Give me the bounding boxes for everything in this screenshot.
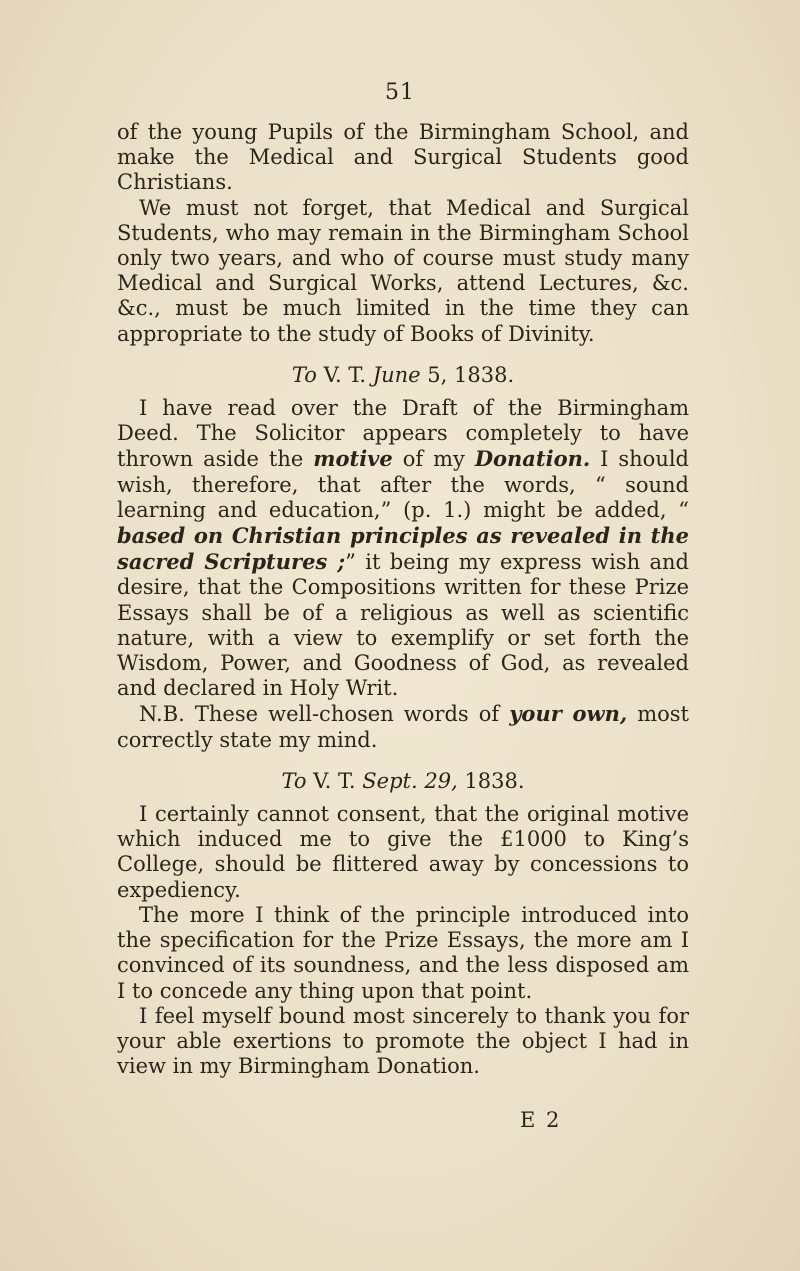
body-text (117, 120, 689, 1079)
paragraph-medical-students: We must not forget, that Medical and Surgical Students, who may remain in the Birmingham School only two years, and who of course must study many Medical and Surgical Works, attend Lectures, &c. &c., must be much limited in the time they can appropriate to the study of Books of Divinity. (117, 195, 689, 346)
paragraph-birmingham-deed (117, 396, 689, 701)
text-run: ” it being my express wish and desire, that the Compositions written for these Prize Essays shall be of a religious as well as scientific nature, with a view to exemplify or set forth the Wisdom, Power, and Goodness of God, as revealed and declared in Holy Writ. (117, 550, 689, 701)
letter-date-rest: 1838. (464, 768, 525, 793)
letter-to: To (281, 768, 307, 793)
letter-recipient: V. T. (313, 768, 356, 793)
paragraph-thanks: I feel myself bound most sincerely to thank you for your able exertions to promote the object I had in view in my Birmingham Donation. (117, 1003, 689, 1079)
text-run: I should wish, therefore, that after the words, “ sound learning and education,” (p. 1.) might be added, “ (117, 447, 690, 522)
page-number: 51 (385, 80, 415, 105)
letter-date-rest: 5, 1838. (427, 362, 515, 387)
text-run: N.B. These well-chosen words of (139, 702, 510, 727)
paragraph-nota-bene (117, 701, 689, 752)
letter-heading-june (117, 363, 689, 388)
emphasis-quote: based on Christian principles as revealed in the sacred Scriptures ; (117, 523, 689, 575)
paragraph-principle: The more I think of the principle introduced into the specification for the Prize Essays, the more am I convinced of its soundness, and the less disposed am I to concede any thing upon that point. (117, 902, 689, 1003)
emphasis-motive: motive (313, 446, 393, 472)
paragraph-continuation: of the young Pupils of the Birmingham School, and make the Medical and Surgical Students good Christians. (117, 120, 689, 195)
text-run: most correctly state my mind. (117, 702, 690, 752)
emphasis-your-own: your own, (509, 701, 628, 727)
signature-mark: E 2 (520, 1108, 562, 1132)
letter-heading-sept (117, 769, 689, 794)
letter-to: To (291, 362, 317, 387)
letter-date-month: Sept. 29, (362, 768, 458, 793)
letter-date-month: June (372, 362, 421, 387)
emphasis-donation: Donation. (474, 446, 591, 472)
text-run: I have read over the Draft of the Birmingham Deed. The Solicitor appears completely to have thrown aside the (117, 396, 689, 472)
paragraph-kings-college: I certainly cannot consent, that the original motive which induced me to give the £1000 to King’s College, should be flittered away by concessions to expediency. (117, 802, 689, 902)
text-run: of my (392, 447, 475, 472)
letter-recipient: V. T. (323, 362, 367, 387)
